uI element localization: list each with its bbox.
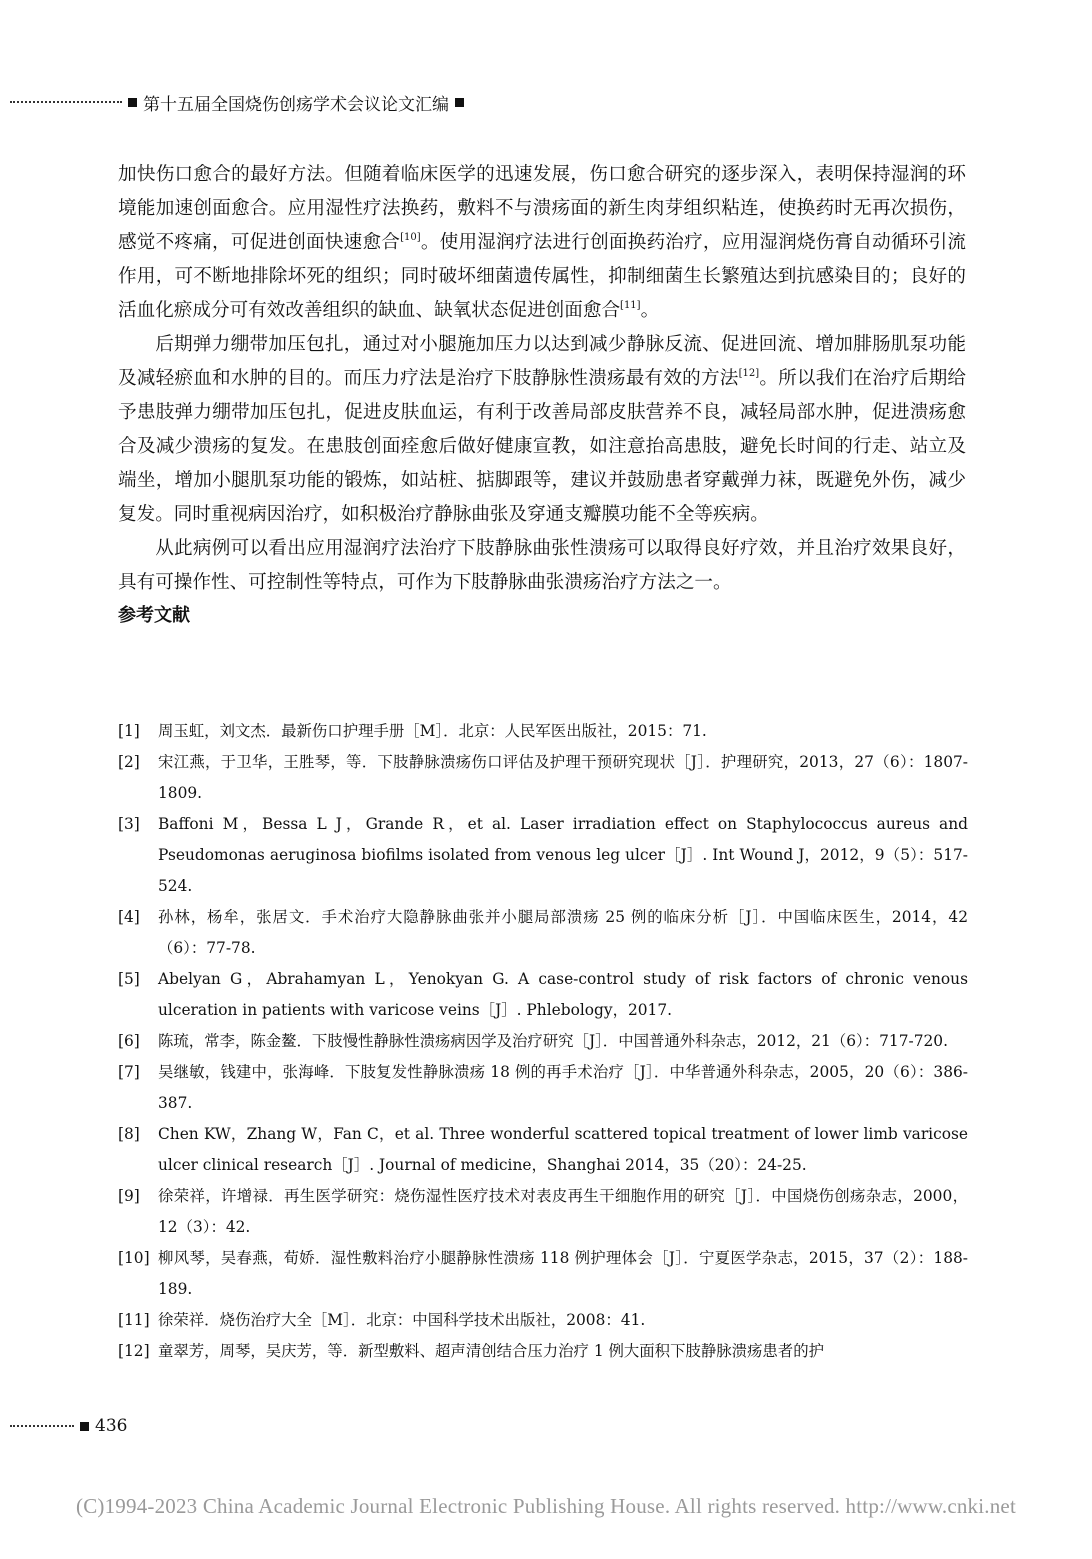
header-square-bullet-left <box>128 98 137 107</box>
paragraph-1: 加快伤口愈合的最好方法。但随着临床医学的迅速发展，伤口愈合研究的逐步深入，表明保持湿润的环境能加速创面愈合。应用湿性疗法换药，敷料不与溃疡面的新生肉芽组织粘连，使换药时无再次损伤，感觉不疼痛，可促进创面快速愈合[10]。使用湿润疗法进行创面换药治疗，应用湿润烧伤膏自动循环引流作用，可不断地排除坏死的组织；同时破坏细菌遗传属性，抑制细菌生长繁殖达到抗感染目的；良好的活血化瘀成分可有效改善组织的缺血、缺氧状态促进创面愈合[11]。 <box>118 164 966 321</box>
reference-list <box>118 716 968 1367</box>
citation: [11] <box>620 300 641 311</box>
reference-item: [7] 吴继敏，钱建中，张海峰．下肢复发性静脉溃疡 18 例的再手术治疗［J］．中华普通外科杂志，2005，20（6）：386-387. <box>118 1063 968 1112</box>
reference-item: [9] 徐荣祥，许增禄．再生医学研究：烧伤湿性医疗技术对表皮再生干细胞作用的研究［J］．中国烧伤创疡杂志，2000，12（3）：42. <box>118 1187 968 1236</box>
reference-item: [5] Abelyan G，Abrahamyan L，Yenokyan G. A case-control study of risk factors of chronic venous ulceration in patients with varicose veins［J］. Phlebology，2017. <box>118 970 968 1019</box>
running-header <box>10 90 670 114</box>
body-text <box>118 158 966 632</box>
reference-item: [8] Chen KW，Zhang W，Fan C，et al. Three wonderful scattered topical treatment of lower limb varicose ulcer clinical research［J］. Journal of medicine，Shanghai 2014，35（20）：24-25. <box>118 1125 968 1174</box>
citation: [10] <box>400 232 421 243</box>
copyright-watermark: (C)1994-2023 China Academic Journal Electronic Publishing House. All rights reserved. http://www.cnki.net <box>76 1494 1016 1518</box>
paragraph-2: 后期弹力绷带加压包扎，通过对小腿施加压力以达到减少静脉反流、促进回流、增加腓肠肌泵功能及减轻瘀血和水肿的目的。而压力疗法是治疗下肢静脉性溃疡最有效的方法[12]。所以我们在治疗后期给予患肢弹力绷带加压包扎，促进皮肤血运，有利于改善局部皮肤营养不良，减轻局部水肿，促进溃疡愈合及减少溃疡的复发。在患肢创面痊愈后做好健康宣教，如注意抬高患肢，避免长时间的行走、站立及端坐，增加小腿肌泵功能的锻炼，如站桩、掂脚跟等，建议并鼓励患者穿戴弹力袜，既避免外伤，减少复发。同时重视病因治疗，如积极治疗静脉曲张及穿通支瓣膜功能不全等疾病。 <box>118 334 966 525</box>
header-title: 第十五届全国烧伤创疡学术会议论文汇编 <box>143 94 449 115</box>
reference-item: [3] Baffoni M，Bessa L J，Grande R，et al. Laser irradiation effect on Staphylococcus aureus and Pseudomonas aeruginosa biofilms isolated from venous leg ulcer［J］. Int Wound J，2012，9（5）：517-524. <box>118 815 968 895</box>
reference-item: [6] 陈琉，常李，陈金鳌．下肢慢性静脉性溃疡病因学及治疗研究［J］．中国普通外科杂志，2012，21（6）：717-720. <box>118 1032 948 1050</box>
reference-item: [11] 徐荣祥．烧伤治疗大全［M］．北京：中国科学技术出版社，2008：41. <box>118 1311 646 1329</box>
reference-item: [10] 柳风琴，吴春燕，荀娇．湿性敷料治疗小腿静脉性溃疡 118 例护理体会［J］．宁夏医学杂志，2015，37（2）：188-189. <box>118 1249 968 1298</box>
citation: [12] <box>738 368 760 379</box>
reference-item: [1] 周玉虹，刘文杰．最新伤口护理手册［M］．北京：人民军医出版社，2015：71. <box>118 722 707 740</box>
reference-item: [4] 孙林，杨牟，张居文．手术治疗大隐静脉曲张并小腿局部溃疡 25 例的临床分析［J］．中国临床医生，2014，42（6）：77-78. <box>118 908 968 957</box>
reference-item: [2] 宋江燕，于卫华，王胜琴，等．下肢静脉溃疡伤口评估及护理干预研究现状［J］．护理研究，2013，27（6）：1807-1809. <box>118 753 968 802</box>
page-number: 436 <box>95 1416 128 1436</box>
footer-dotted-rule <box>10 1425 74 1427</box>
page-footer <box>10 1414 127 1438</box>
header-dotted-rule <box>10 101 122 103</box>
reference-item: [12] 童翠芳，周琴，吴庆芳，等．新型敷料、超声清创结合压力治疗 1 例大面积下肢静脉溃疡患者的护 <box>118 1342 824 1360</box>
footer-square-bullet <box>80 1422 89 1431</box>
references-heading: 参考文献 <box>118 605 190 626</box>
header-square-bullet-right <box>455 98 464 107</box>
paragraph-3: 从此病例可以看出应用湿润疗法治疗下肢静脉曲张性溃疡可以取得良好疗效，并且治疗效果良好，具有可操作性、可控制性等特点，可作为下肢静脉曲张溃疡治疗方法之一。 <box>118 538 966 593</box>
